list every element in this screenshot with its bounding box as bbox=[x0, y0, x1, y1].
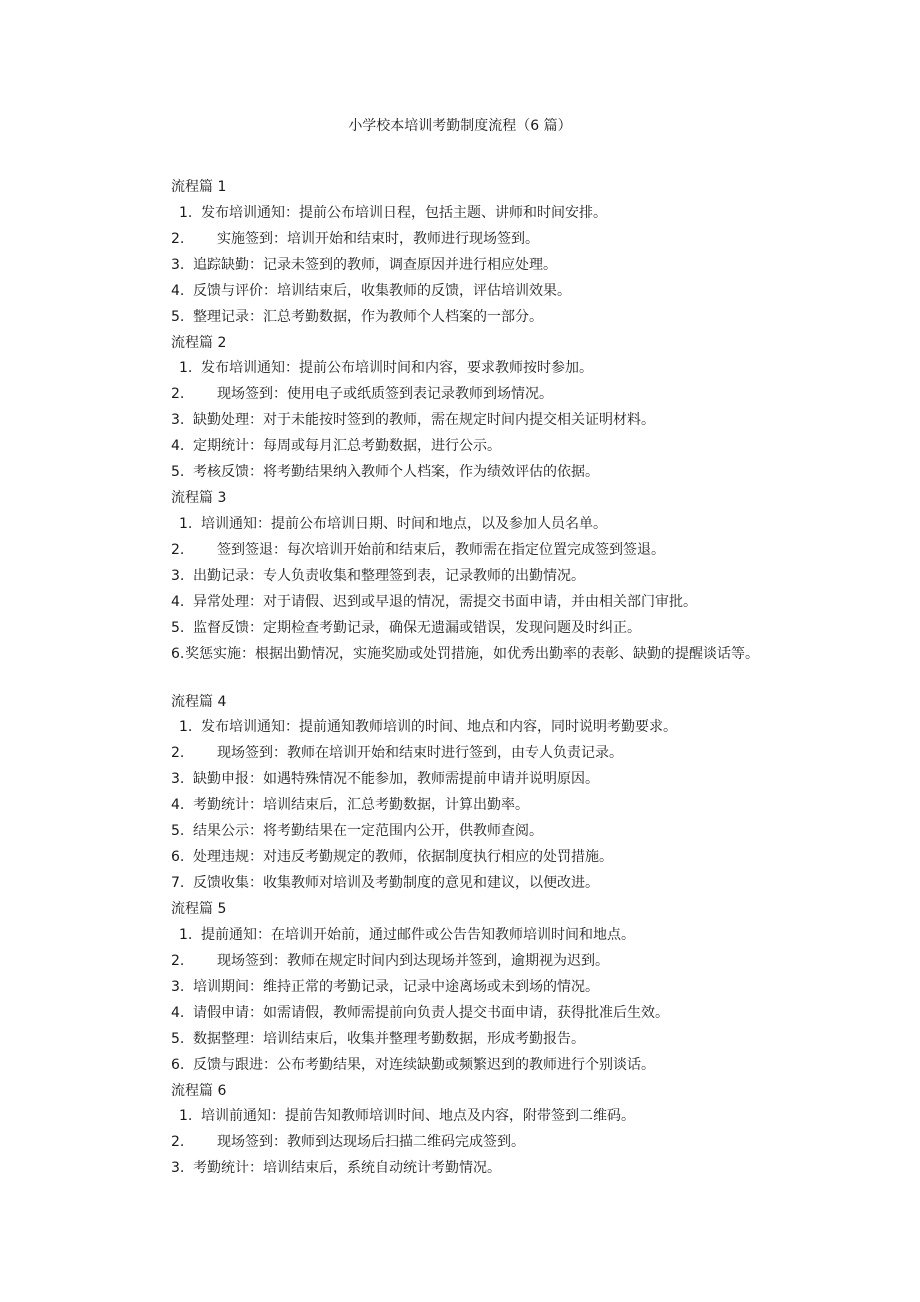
step-number: 1. bbox=[179, 360, 193, 376]
process-step bbox=[171, 358, 791, 384]
step-text: 现场签到：教师在规定时间内到达现场并签到，逾期视为迟到。 bbox=[217, 952, 609, 969]
step-number: 1. bbox=[179, 515, 193, 532]
step-number: 5. bbox=[171, 308, 185, 325]
step-text: 培训前通知：提前告知教师培训时间、地点及内容，附带签到二维码。 bbox=[201, 1108, 635, 1124]
process-step bbox=[171, 436, 791, 462]
step-number: 2. bbox=[171, 230, 185, 247]
section-heading: 流程篇 4 bbox=[171, 693, 227, 710]
process-step bbox=[171, 592, 791, 618]
step-text: 追踪缺勤：记录未签到的教师，调查原因并进行相应处理。 bbox=[193, 256, 557, 273]
process-step bbox=[171, 410, 791, 436]
step-number: 2. bbox=[171, 386, 185, 402]
process-step bbox=[171, 618, 791, 644]
section-heading: 流程篇 3 bbox=[171, 490, 227, 506]
step-text: 现场签到：使用电子或纸质签到表记录教师到场情况。 bbox=[217, 386, 553, 402]
process-step bbox=[171, 717, 791, 743]
process-step bbox=[171, 795, 791, 821]
process-step bbox=[171, 281, 791, 307]
step-number: 4. bbox=[171, 593, 185, 610]
section-heading: 流程篇 6 bbox=[171, 1082, 227, 1099]
step-text: 现场签到：教师在培训开始和结束时进行签到，由专人负责记录。 bbox=[217, 745, 623, 761]
document-title: 小学校本培训考勤制度流程（6 篇） bbox=[348, 118, 572, 134]
step-number: 2. bbox=[171, 745, 185, 761]
step-number: 1. bbox=[179, 926, 193, 943]
process-step bbox=[171, 203, 791, 229]
step-text: 出勤记录：专人负责收集和整理签到表，记录教师的出勤情况。 bbox=[193, 567, 585, 584]
step-text: 缺勤处理：对于未能按时签到的教师，需在规定时间内提交相关证明材料。 bbox=[193, 412, 655, 428]
section-heading: 流程篇 2 bbox=[171, 334, 227, 351]
step-number: 1. bbox=[179, 204, 193, 221]
step-text: 奖惩实施：根据出勤情况，实施奖励或处罚措施，如优秀出勤率的表彰、缺勤的提醒谈话等。 bbox=[185, 645, 759, 662]
step-number: 6. bbox=[171, 1056, 185, 1073]
step-number: 6. bbox=[171, 849, 185, 865]
step-text: 签到签退：每次培训开始前和结束后，教师需在指定位置完成签到签退。 bbox=[217, 541, 665, 558]
document-body bbox=[171, 177, 791, 1184]
step-number: 3. bbox=[171, 412, 185, 428]
process-step bbox=[171, 847, 791, 873]
step-text: 监督反馈：定期检查考勤记录，确保无遗漏或错误，发现问题及时纠正。 bbox=[193, 619, 641, 636]
step-text: 发布培训通知：提前公布培训日程，包括主题、讲师和时间安排。 bbox=[201, 204, 607, 221]
step-text: 考勤统计：培训结束后，系统自动统计考勤情况。 bbox=[193, 1160, 501, 1176]
step-number: 1. bbox=[179, 1108, 193, 1124]
step-number: 2. bbox=[171, 541, 185, 558]
step-number: 1. bbox=[179, 719, 193, 735]
process-step bbox=[171, 229, 791, 255]
step-text: 整理记录：汇总考勤数据，作为教师个人档案的一部分。 bbox=[193, 308, 543, 325]
section-heading: 流程篇 1 bbox=[171, 179, 227, 195]
process-step bbox=[171, 255, 791, 281]
process-step bbox=[171, 514, 791, 540]
step-number: 3. bbox=[171, 771, 185, 787]
step-text: 培训期间：维持正常的考勤记录，记录中途离场或未到场的情况。 bbox=[193, 978, 599, 995]
step-number: 3. bbox=[171, 1160, 185, 1176]
step-number: 5. bbox=[171, 1030, 185, 1047]
step-number: 4. bbox=[171, 438, 185, 454]
step-number: 4. bbox=[171, 1004, 185, 1021]
process-step bbox=[171, 1106, 791, 1132]
process-step bbox=[171, 462, 791, 488]
process-step bbox=[171, 951, 791, 977]
step-text: 反馈与评价：培训结束后，收集教师的反馈，评估培训效果。 bbox=[193, 282, 571, 299]
step-number: 3. bbox=[171, 567, 185, 584]
process-step bbox=[171, 1055, 791, 1081]
step-number: 4. bbox=[171, 797, 185, 813]
step-number: 2. bbox=[171, 952, 185, 969]
step-text: 异常处理：对于请假、迟到或早退的情况，需提交书面申请，并由相关部门审批。 bbox=[193, 593, 697, 610]
step-text: 培训通知：提前公布培训日期、时间和地点，以及参加人员名单。 bbox=[201, 515, 607, 532]
step-number: 2. bbox=[171, 1134, 185, 1150]
process-step bbox=[171, 1132, 791, 1158]
step-number: 6. bbox=[171, 645, 185, 662]
process-step bbox=[171, 769, 791, 795]
step-number: 3. bbox=[171, 978, 185, 995]
step-number: 7. bbox=[171, 875, 185, 891]
step-text: 考勤统计：培训结束后，汇总考勤数据，计算出勤率。 bbox=[193, 797, 529, 813]
step-text: 实施签到：培训开始和结束时，教师进行现场签到。 bbox=[217, 230, 539, 247]
process-step bbox=[171, 1158, 791, 1184]
step-number: 5. bbox=[171, 464, 185, 480]
process-step bbox=[171, 384, 791, 410]
process-step bbox=[171, 644, 791, 692]
step-text: 反馈与跟进：公布考勤结果，对连续缺勤或频繁迟到的教师进行个别谈话。 bbox=[193, 1056, 655, 1073]
step-text: 提前通知：在培训开始前，通过邮件或公告告知教师培训时间和地点。 bbox=[201, 926, 635, 943]
process-step bbox=[171, 1029, 791, 1055]
process-step bbox=[171, 1003, 791, 1029]
process-step bbox=[171, 977, 791, 1003]
step-text: 结果公示：将考勤结果在一定范围内公开，供教师查阅。 bbox=[193, 823, 543, 839]
step-text: 发布培训通知：提前公布培训时间和内容，要求教师按时参加。 bbox=[201, 360, 593, 376]
step-text: 请假申请：如需请假，教师需提前向负责人提交书面申请，获得批准后生效。 bbox=[193, 1004, 669, 1021]
step-text: 定期统计：每周或每月汇总考勤数据，进行公示。 bbox=[193, 438, 501, 454]
step-text: 现场签到：教师到达现场后扫描二维码完成签到。 bbox=[217, 1134, 525, 1150]
process-step bbox=[171, 821, 791, 847]
process-step bbox=[171, 566, 791, 592]
step-text: 考核反馈：将考勤结果纳入教师个人档案，作为绩效评估的依据。 bbox=[193, 464, 599, 480]
process-step bbox=[171, 307, 791, 333]
step-text: 处理违规：对违反考勤规定的教师，依据制度执行相应的处罚措施。 bbox=[193, 849, 613, 865]
section-heading: 流程篇 5 bbox=[171, 901, 227, 917]
step-text: 反馈收集：收集教师对培训及考勤制度的意见和建议，以便改进。 bbox=[193, 875, 599, 891]
process-step bbox=[171, 540, 791, 566]
step-text: 数据整理：培训结束后，收集并整理考勤数据，形成考勤报告。 bbox=[193, 1030, 585, 1047]
step-number: 5. bbox=[171, 619, 185, 636]
process-step bbox=[171, 925, 791, 951]
process-step bbox=[171, 873, 791, 899]
process-step bbox=[171, 743, 791, 769]
step-number: 4. bbox=[171, 282, 185, 299]
step-text: 缺勤申报：如遇特殊情况不能参加，教师需提前申请并说明原因。 bbox=[193, 771, 599, 787]
step-number: 3. bbox=[171, 256, 185, 273]
step-text: 发布培训通知：提前通知教师培训的时间、地点和内容，同时说明考勤要求。 bbox=[201, 719, 677, 735]
step-number: 5. bbox=[171, 823, 185, 839]
